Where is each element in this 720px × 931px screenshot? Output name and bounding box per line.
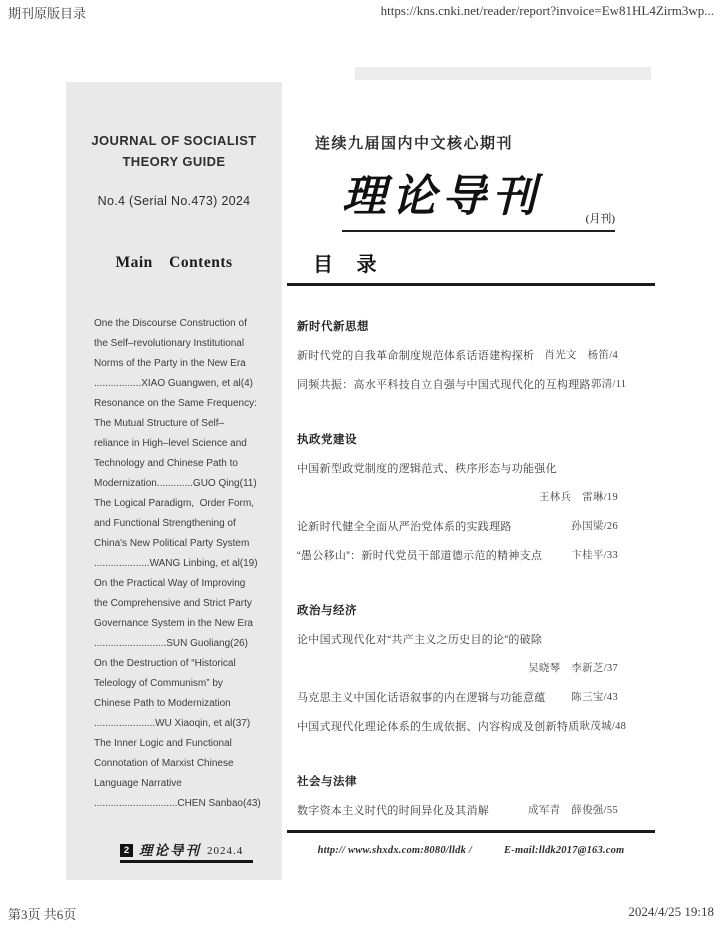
- english-contents-list: [66, 314, 282, 814]
- toc-item-authors: 耿茂城/48: [579, 721, 627, 732]
- english-toc-line: On the Practical Way of Improving: [94, 578, 246, 589]
- english-toc-line: Governance System in the New Era: [94, 618, 253, 629]
- english-toc-line: Connotation of Marxist Chinese: [94, 758, 234, 769]
- print-footer-pages: 第3页 共6页: [8, 907, 77, 922]
- print-header: [8, 3, 714, 22]
- toc-sections: [287, 320, 655, 818]
- english-toc-line: Chinese Path to Modernization: [94, 698, 231, 709]
- toc-item: [297, 520, 618, 534]
- toc-item-title: 中国新型政党制度的逻辑范式、秩序形态与功能强化: [297, 463, 557, 475]
- toc-section-heading: 社会与法律: [297, 776, 357, 788]
- english-toc-line: Modernization.............GUO Qing(11): [94, 478, 257, 489]
- toc-item-authors: 卞桂平/33: [571, 550, 618, 561]
- monthly-label: (月刊): [585, 213, 615, 225]
- toc-section: [297, 604, 627, 734]
- toc-item-title: 马克思主义中国化话语叙事的内在逻辑与功能意蕴: [297, 692, 546, 704]
- english-toc-line: ..........................SUN Guoliang(26): [94, 638, 248, 649]
- scan-gray-band: [355, 67, 651, 80]
- divider: [287, 830, 655, 833]
- toc-item-authors: 郭清/11: [590, 379, 627, 390]
- print-header-title: 期刊原版目录: [8, 6, 87, 21]
- panel-footer-logo-row: [120, 844, 253, 863]
- journal-site-line: http:// www.shxdx.com:8080/lldk / E-mail:lldk2017@163.com: [317, 845, 625, 856]
- toc-item-authors: 孙国梁/26: [571, 521, 618, 532]
- toc-item-title: 新时代党的自我革命制度规范体系话语建构探析: [297, 350, 535, 362]
- toc-item-authors: 肖光文 杨笛/4: [544, 350, 618, 361]
- toc-heading: 目 录: [313, 254, 386, 276]
- toc-item-title: 同频共振：高水平科技自立自强与中国式现代化的互构理路: [297, 379, 591, 391]
- toc-item-title: 论新时代健全全面从严治党体系的实践理路: [297, 521, 512, 533]
- divider: [287, 283, 655, 286]
- chinese-contents-column: [287, 125, 655, 857]
- journal-logo-row: [342, 168, 615, 232]
- toc-item: [297, 720, 627, 734]
- english-toc-line: reliance in High–level Science and: [94, 438, 247, 449]
- english-toc-line: On the Destruction of “Historical: [94, 658, 236, 669]
- toc-item-authors: 王林兵 雷琳/19: [538, 492, 618, 503]
- journal-name-line2: THEORY GUIDE: [122, 154, 226, 169]
- toc-item-authors: 吴晓琴 李新芝/37: [528, 663, 618, 674]
- english-toc-line: the Comprehensive and Strict Party: [94, 598, 252, 609]
- english-toc-line: The Inner Logic and Functional: [94, 738, 232, 749]
- toc-item-authors: 陈三宝/43: [571, 692, 618, 703]
- toc-item-authors: 成军青 薛俊强/55: [528, 805, 618, 816]
- english-toc-line: The Mutual Structure of Self–: [94, 418, 225, 429]
- english-toc-line: the Self–revolutionary Institutional: [94, 338, 245, 349]
- english-toc-line: ......................WU Xiaoqin, et al(37): [94, 718, 251, 729]
- toc-section: [297, 433, 618, 563]
- journal-name-english: [66, 130, 282, 172]
- toc-item-title: “愚公移山”：新时代党员干部道德示范的精神支点: [297, 550, 543, 562]
- issue-line: No.4 (Serial No.473) 2024: [97, 194, 251, 208]
- english-toc-line: ..............................CHEN Sanbao(43): [94, 798, 261, 809]
- print-header-url: https://kns.cnki.net/reader/report?invoice=Ew81HL4Zirm3wp...: [380, 3, 714, 18]
- toc-section-heading: 政治与经济: [297, 605, 357, 617]
- toc-item: [297, 549, 618, 563]
- english-toc-line: Norms of the Party in the New Era: [94, 358, 246, 369]
- main-contents-heading: Main Contents: [115, 254, 233, 271]
- english-toc-line: Language Narrative: [94, 778, 182, 789]
- toc-item: [297, 804, 618, 818]
- english-contents-panel: [66, 82, 282, 880]
- journal-name-line1: JOURNAL OF SOCIALIST: [91, 133, 257, 148]
- page-number-badge: 2: [120, 844, 133, 857]
- print-footer-datetime: 2024/4/25 19:18: [628, 904, 714, 919]
- toc-item-title: 中国式现代化理论体系的生成依据、内容构成及创新特质: [297, 721, 580, 733]
- english-toc-line: .................XIAO Guangwen, et al(4): [94, 378, 253, 389]
- toc-section: [297, 320, 627, 392]
- english-toc-line: Resonance on the Same Frequency:: [94, 398, 257, 409]
- english-toc-line: Technology and Chinese Path to: [94, 458, 238, 469]
- toc-item-title: 论中国式现代化对“共产主义之历史目的论”的破除: [297, 634, 543, 646]
- english-toc-line: The Logical Paradigm, Order Form,: [94, 498, 255, 509]
- english-toc-line: and Functional Strengthening of: [94, 518, 236, 529]
- english-toc-line: ....................WANG Linbing, et al(19): [94, 558, 258, 569]
- toc-section-heading: 执政党建设: [297, 434, 357, 446]
- journal-logo-small: 理论导刊: [139, 843, 201, 858]
- toc-item-title: 数字资本主义时代的时间异化及其消解: [297, 805, 490, 817]
- toc-section-heading: 新时代新思想: [297, 321, 369, 333]
- toc-item: [297, 349, 618, 363]
- english-toc-line: China's New Political Party System: [94, 538, 250, 549]
- print-footer: [8, 904, 714, 923]
- toc-section: [297, 775, 618, 818]
- core-journal-banner: 连续九届国内中文核心期刊: [315, 135, 514, 152]
- english-toc-line: Teleology of Communism” by: [94, 678, 223, 689]
- toc-item: [297, 378, 627, 392]
- toc-item: [297, 691, 618, 705]
- english-toc-line: One the Discourse Construction of: [94, 318, 247, 329]
- journal-logo-calligraphy: 理论导刊: [342, 172, 542, 221]
- issue-number-small: 2024.4: [207, 845, 244, 857]
